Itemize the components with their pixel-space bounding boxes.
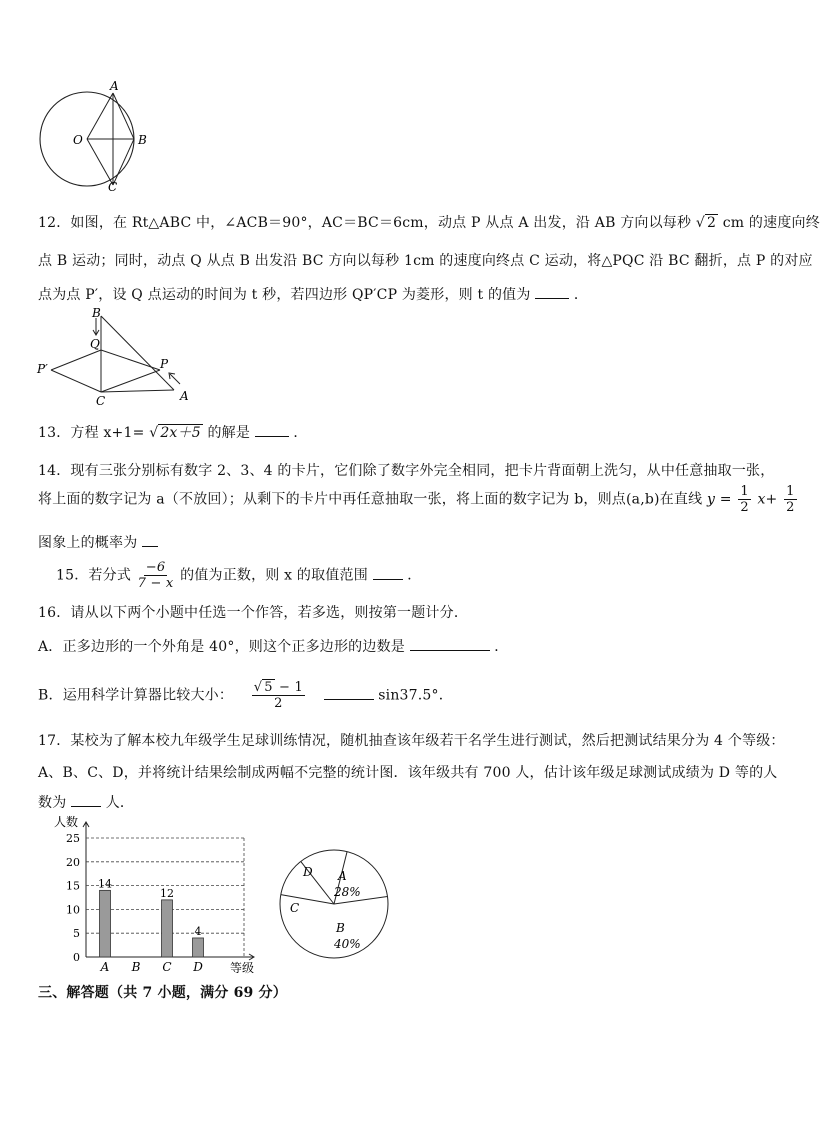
q12-text-1-tail: cm 的速度向终 xyxy=(722,215,820,231)
category-label: A xyxy=(100,960,110,974)
fraction xyxy=(738,484,750,515)
q14-line2 xyxy=(38,484,799,515)
q16-a-end: ． xyxy=(494,639,509,655)
slice-label: C xyxy=(290,901,300,915)
fraction xyxy=(784,484,796,515)
q16-option-b xyxy=(38,680,453,711)
q16-a-text: A．正多边形的一个外角是 40°，则这个正多边形的边数是 xyxy=(38,639,405,655)
q17-text-3: 数为 xyxy=(38,795,67,811)
q16-b-text: B．运用科学计算器比较大小： xyxy=(38,687,234,704)
q12-line2: 点 B 运动；同时，动点 Q 从点 B 出发沿 BC 方向以每秒 1cm 的速度向终点 C 运动，将△PQC 沿 BC 翻折，点 P 的对应 xyxy=(38,253,813,269)
sqrt-radicand: 2 xyxy=(707,215,717,231)
frac-num-tail: − 1 xyxy=(274,680,303,695)
bar xyxy=(162,900,173,957)
category-label: B xyxy=(131,960,141,974)
point-label-c: C xyxy=(108,180,118,194)
y-tick-label: 10 xyxy=(66,903,80,917)
point-label-b: B xyxy=(138,133,147,147)
bar xyxy=(193,938,204,957)
q12-line3 xyxy=(38,284,588,304)
q12-line1 xyxy=(38,212,820,232)
q17-line1: 17．某校为了解本校九年级学生足球训练情况，随机抽查该年级若干名学生进行测试，然后把测试结果分为 4 个等级： xyxy=(38,733,785,749)
frac-den: 7 − x xyxy=(137,576,174,591)
fraction xyxy=(138,560,174,591)
q14-text-3: 图象上的概率为 xyxy=(38,535,138,551)
y-tick-label: 0 xyxy=(73,951,80,964)
q14-line1: 14．现有三张分别标有数字 2、3、4 的卡片，它们除了数字外完全相同，把卡片背面朝上洗匀，从中任意抽取一张， xyxy=(38,463,775,479)
q14-line3 xyxy=(38,532,158,552)
answer-blank[interactable] xyxy=(255,436,289,437)
q15-end: ． xyxy=(407,567,422,584)
circle-rhombus-figure xyxy=(30,76,160,194)
slice-label: A xyxy=(338,869,347,883)
q17-line2: A、B、C、D，并将统计结果绘制成两幅不完整的统计图．该年级共有 700 人，估计该年级足球测试成绩为 D 等的人 xyxy=(38,765,778,781)
y-tick-label: 20 xyxy=(66,855,80,869)
frac-num: 1 xyxy=(786,484,795,499)
frac-den: 2 xyxy=(786,500,795,515)
q13-text: 13．方程 x+1= xyxy=(38,425,145,441)
eq-x: x+ xyxy=(757,491,778,508)
q15-tail: 的值为正数，则 x 的取值范围 xyxy=(180,567,368,584)
q12-text-1: 12．如图，在 Rt△ABC 中，∠ACB＝90°，AC＝BC＝6cm，动点 P 从点 A 出发，沿 AB 方向以每秒 xyxy=(38,215,692,231)
frac-den: 2 xyxy=(274,696,283,711)
q16-b-tail: sin37.5°． xyxy=(378,687,453,704)
data-label: 12 xyxy=(160,886,174,900)
q15-text: 15．若分式 xyxy=(56,567,132,584)
category-label: C xyxy=(162,960,172,974)
fig-label-p-prime: P′ xyxy=(37,362,48,376)
data-label: 14 xyxy=(98,877,112,891)
fig-label-p: P xyxy=(160,357,169,371)
q12-text-3: 点为点 P′，设 Q 点运动的时间为 t 秒，若四边形 QP′CP 为菱形，则 t 的值为 xyxy=(38,287,531,303)
y-tick-label: 5 xyxy=(73,927,80,941)
q16-option-a xyxy=(38,636,509,656)
frac-num: 1 xyxy=(740,484,749,499)
frac-num: √ 5 − 1 xyxy=(253,680,303,695)
sqrt-radicand: 5 xyxy=(264,680,273,695)
answer-blank[interactable] xyxy=(373,579,403,580)
answer-blank[interactable] xyxy=(142,546,158,547)
q17-line3 xyxy=(38,792,134,812)
slice-percent: 28% xyxy=(334,885,361,899)
q16-intro: 16．请从以下两个小题中任选一个作答，若多选，则按第一题计分． xyxy=(38,605,469,621)
bar xyxy=(100,890,111,957)
q14-text-2: 将上面的数字记为 a（不放回）；从剩下的卡片中再任意抽取一张，将上面的数字记为 b，则点(a,b)在直线 xyxy=(38,491,703,508)
frac-den: 2 xyxy=(740,500,749,515)
category-label: D xyxy=(193,960,203,974)
triangle-fold-figure xyxy=(34,304,204,408)
eq-y: y = xyxy=(706,491,732,508)
q15-line xyxy=(56,560,421,591)
x-axis-label: 等级 xyxy=(230,961,255,975)
q12-end: ． xyxy=(573,287,589,303)
q13-end: ． xyxy=(293,425,308,441)
q13-line xyxy=(38,422,308,442)
sqrt-radicand: 2x＋5 xyxy=(160,425,201,441)
answer-blank[interactable] xyxy=(535,298,569,299)
q17-end: 人． xyxy=(105,795,135,811)
y-axis-label: 人数 xyxy=(54,815,79,829)
slice-label: B xyxy=(336,921,345,935)
pie-chart xyxy=(272,840,398,974)
pie-slice-boundary xyxy=(281,895,334,904)
sqrt-expression: √ 2x＋5 xyxy=(149,425,201,441)
section-heading: 三、解答题（共 7 小题，满分 69 分） xyxy=(38,985,287,1001)
fig-label-c: C xyxy=(96,394,106,408)
slice-percent: 40% xyxy=(334,937,361,951)
q13-tail: 的解是 xyxy=(207,425,251,441)
fraction xyxy=(252,680,305,711)
y-tick-label: 15 xyxy=(66,879,80,893)
fig-label-b: B xyxy=(92,306,101,320)
fig-label-a: A xyxy=(180,389,189,403)
sqrt-expression: √ 2 xyxy=(695,215,717,231)
data-label: 4 xyxy=(194,924,202,938)
answer-blank[interactable] xyxy=(324,699,374,700)
point-label-o: O xyxy=(73,133,83,147)
y-tick-label: 25 xyxy=(66,832,80,845)
slice-label: D xyxy=(303,865,313,879)
bar-chart xyxy=(44,812,274,980)
point-label-a: A xyxy=(110,79,119,93)
frac-num: −6 xyxy=(145,560,166,575)
fig-label-q: Q xyxy=(90,337,100,351)
answer-blank[interactable] xyxy=(71,806,101,807)
answer-blank[interactable] xyxy=(410,650,490,651)
